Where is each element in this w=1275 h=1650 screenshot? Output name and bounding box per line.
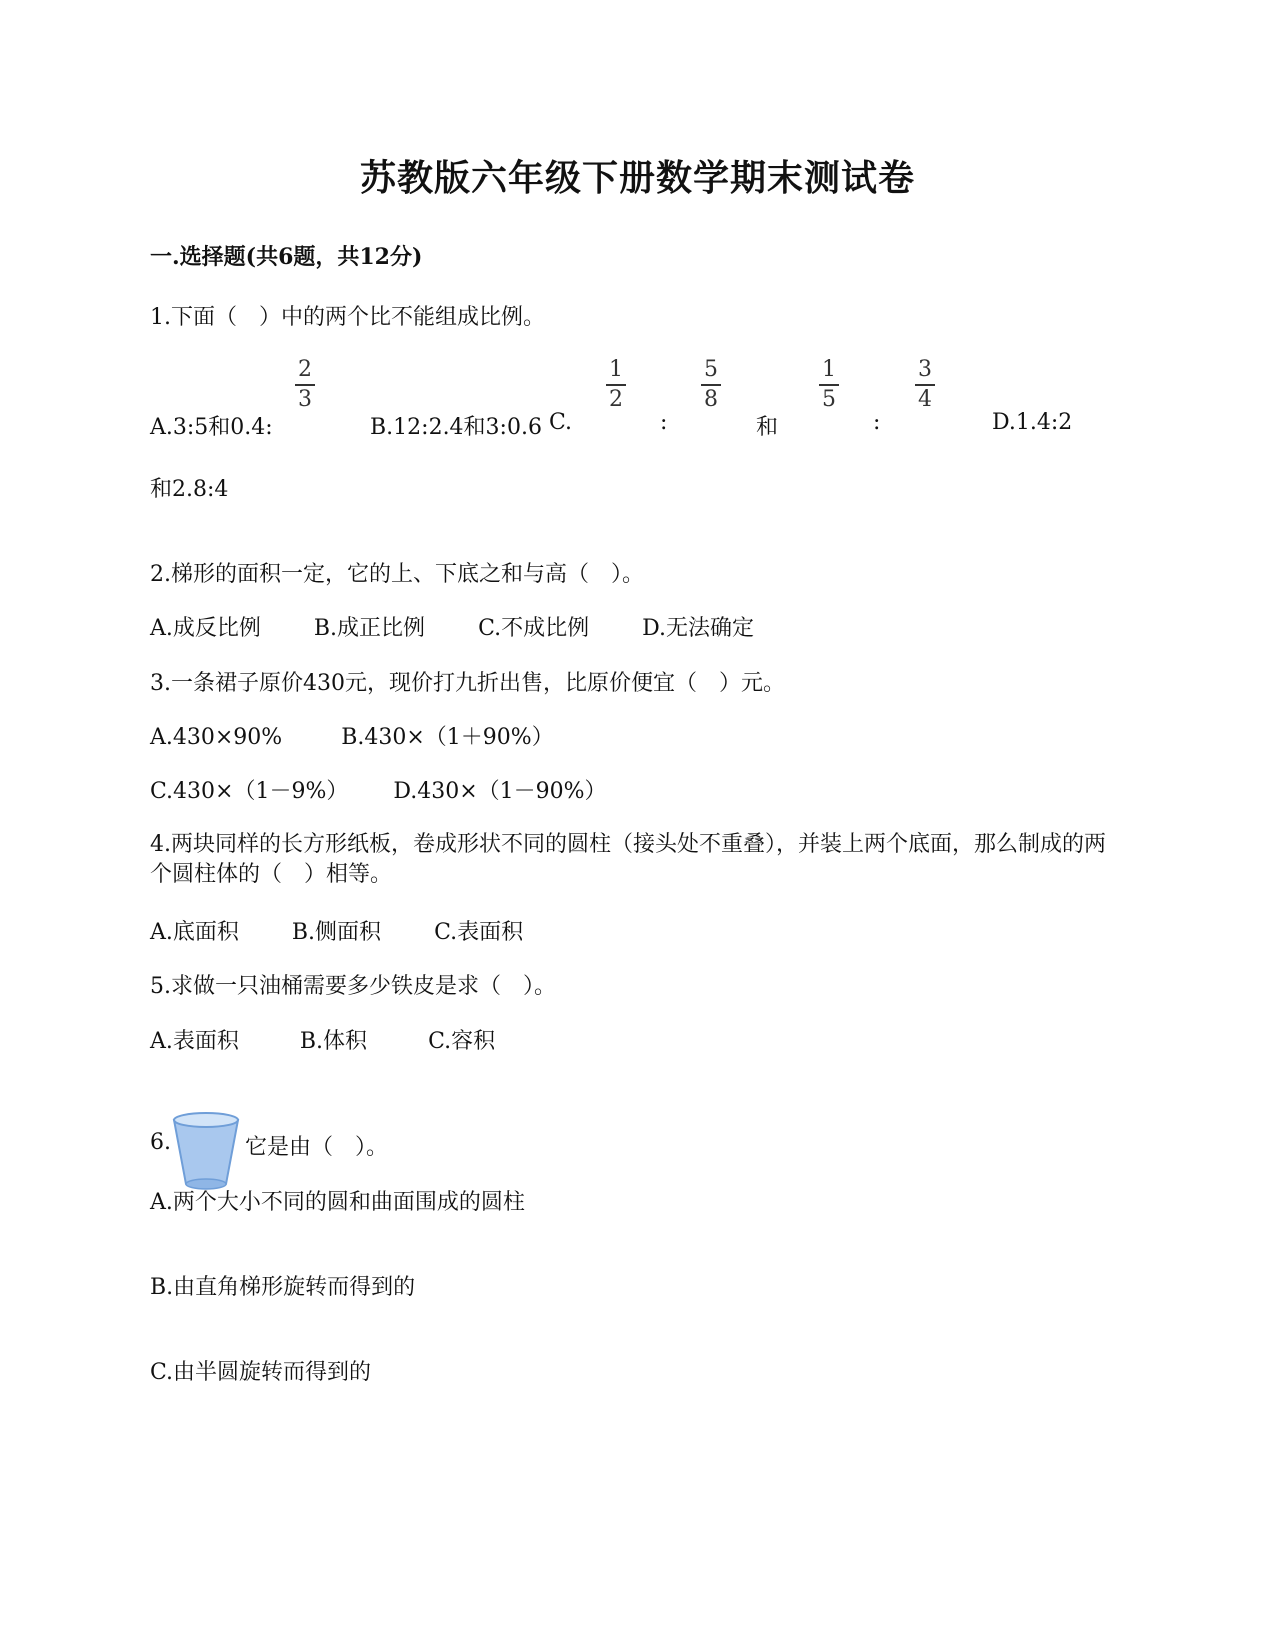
cup-icon <box>170 1110 242 1192</box>
q5-option-b: B.体积 <box>299 1029 368 1054</box>
q1-option-c-label: C. <box>549 410 573 435</box>
fraction-denominator: 3 <box>298 386 312 412</box>
question-1-stem: 1.下面（ ）中的两个比不能组成比例。 <box>150 305 545 330</box>
q6-option-b: B.由直角梯形旋转而得到的 <box>150 1275 416 1300</box>
q1-c-colon-2: : <box>873 410 881 435</box>
q1-option-a: A.3:5和0.4: <box>150 415 273 440</box>
q1-a-fraction <box>293 358 317 412</box>
fraction-numerator: 5 <box>704 357 718 382</box>
question-4-stem: 4.两块同样的长方形纸板，卷成形状不同的圆柱（接头处不重叠），并装上两个底面，那么制成的两个圆柱体的（ ）相等。 <box>150 832 1106 887</box>
fraction-numerator: 2 <box>298 357 312 382</box>
fraction-denominator: 4 <box>918 386 932 412</box>
q1-option-d-continued: 和2.8:4 <box>150 477 229 502</box>
q4-option-c: C.表面积 <box>434 920 524 945</box>
fraction-denominator: 5 <box>822 386 836 412</box>
q3-option-b: B.430×（1＋90%） <box>341 725 554 750</box>
question-6-number: 6. <box>150 1130 171 1155</box>
q4-option-b: B.侧面积 <box>291 920 382 945</box>
q6-option-c: C.由半圆旋转而得到的 <box>150 1360 372 1385</box>
question-3-options-row-2 <box>150 774 653 805</box>
q4-option-a: A.底面积 <box>150 920 239 945</box>
fraction-bar <box>701 384 721 386</box>
q1-c-fraction-2 <box>699 358 723 412</box>
q2-option-c: C.不成比例 <box>478 616 590 641</box>
q1-c-fraction-3 <box>817 358 841 412</box>
question-5-stem: 5.求做一只油桶需要多少铁皮是求（ ）。 <box>150 974 556 999</box>
question-3-options-row-1 <box>150 720 600 751</box>
fraction-bar <box>606 384 626 386</box>
fraction-numerator: 1 <box>609 357 623 382</box>
q1-c-fraction-1 <box>604 358 628 412</box>
q3-option-d: D.430×（1－90%） <box>393 779 607 804</box>
q1-option-b: B.12:2.4和3:0.6 <box>370 415 542 440</box>
question-6-stem: 它是由（ ）。 <box>245 1135 389 1160</box>
q2-option-b: B.成正比例 <box>313 616 426 641</box>
q1-c-and: 和 <box>756 415 779 440</box>
q5-option-c: C.容积 <box>428 1029 496 1054</box>
q3-option-a: A.430×90% <box>150 725 283 750</box>
q1-option-d: D.1.4:2 <box>992 410 1073 435</box>
page-title: 苏教版六年级下册数学期末测试卷 <box>359 157 915 199</box>
section-heading: 一.选择题(共6题，共12分) <box>150 244 423 270</box>
fraction-numerator: 3 <box>918 357 932 382</box>
fraction-denominator: 8 <box>704 386 718 412</box>
question-5-options <box>150 1024 541 1055</box>
q3-option-c: C.430×（1－9%） <box>150 779 349 804</box>
question-2-options <box>150 611 800 642</box>
q1-c-fraction-4 <box>913 358 937 412</box>
fraction-bar <box>819 384 839 386</box>
question-4-options <box>150 915 569 946</box>
fraction-bar <box>295 384 315 386</box>
question-2-stem: 2.梯形的面积一定，它的上、下底之和与高（ ）。 <box>150 562 644 587</box>
q1-c-colon-1: : <box>660 410 668 435</box>
q6-option-a: A.两个大小不同的圆和曲面围成的圆柱 <box>150 1190 525 1215</box>
question-3-stem: 3.一条裙子原价430元，现价打九折出售，比原价便宜（ ）元。 <box>150 671 785 696</box>
q2-option-d: D.无法确定 <box>642 616 754 641</box>
fraction-numerator: 1 <box>822 357 836 382</box>
q2-option-a: A.成反比例 <box>150 616 261 641</box>
fraction-denominator: 2 <box>609 386 623 412</box>
q5-option-a: A.表面积 <box>150 1029 239 1054</box>
fraction-bar <box>915 384 935 386</box>
